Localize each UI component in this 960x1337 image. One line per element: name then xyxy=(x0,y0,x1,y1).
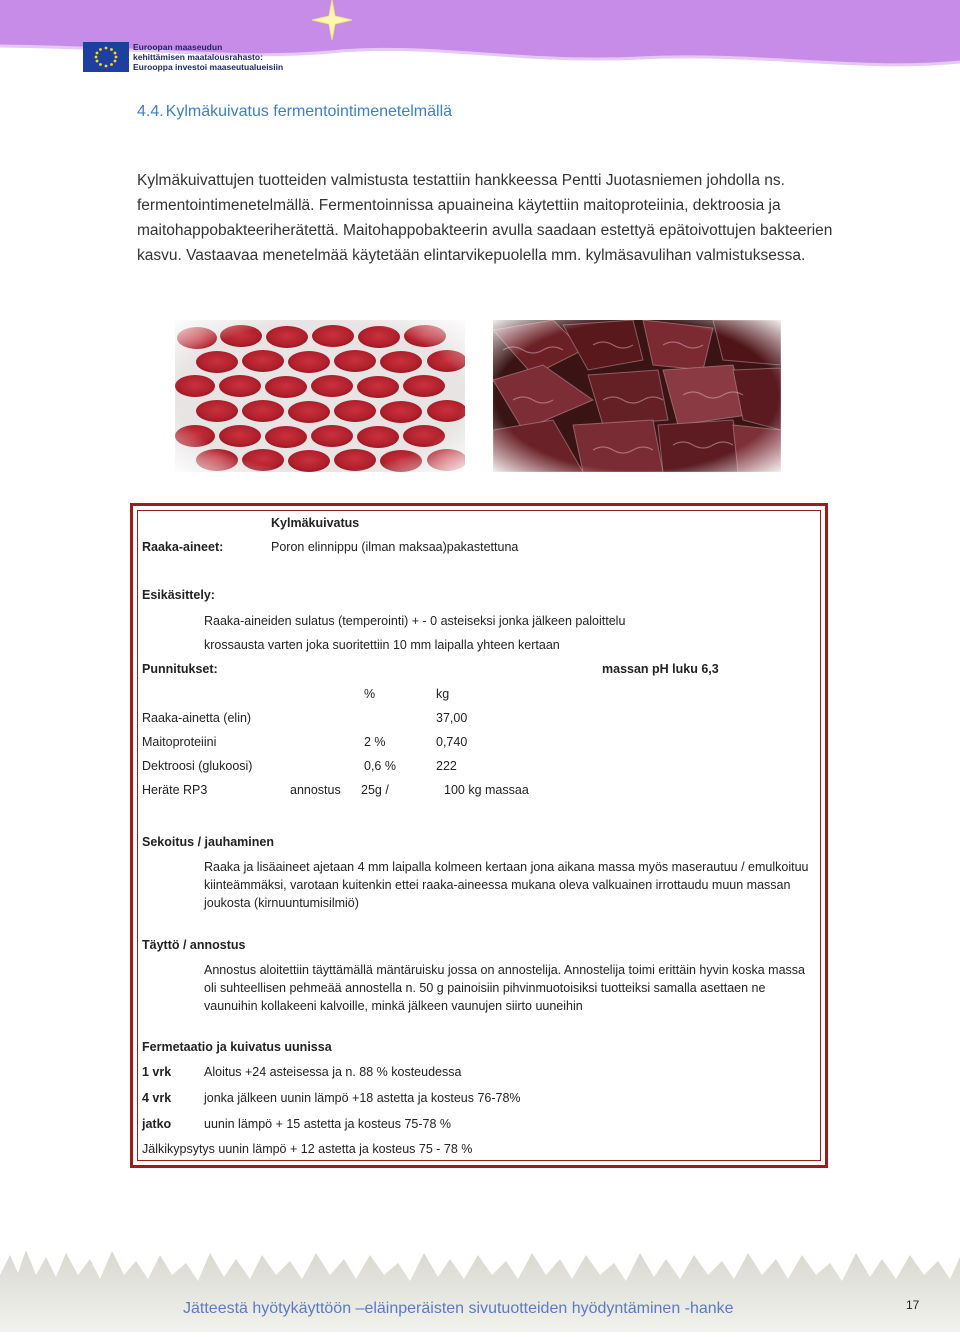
intro-paragraph: Kylmäkuivattujen tuotteiden valmistusta testattiin hankkeessa Pentti Juotasniemen johdolla ns. fermentointimenetelmällä. Fermentoinnissa apuaineina käytettiin maitoproteiinia, dektroosia ja maitohappobakteeriherätettä. Maitohappobakteerin avulla saadaan estettyä epätoivottujen bakteerien kasvu. Vastaavaa menetelmää käytetään elintarvikepuolella mm. kylmäsavulihan valmistuksessa. xyxy=(137,172,833,264)
ingredient-name: Dektroosi (glukoosi) xyxy=(142,759,253,773)
starter-amount: 25g / xyxy=(361,783,389,797)
pretreatment-line-1: Raaka-aineiden sulatus (temperointi) + - 0 asteiseksi jonka jälkeen paloittelu xyxy=(204,614,626,628)
starter-per-mass: 100 kg massaa xyxy=(444,783,529,797)
ingredient-percent: 2 % xyxy=(364,735,386,749)
recipe-title: Kylmäkuivatus xyxy=(271,516,360,530)
photo-dried-chips xyxy=(493,320,781,472)
ingredient-kg: 222 xyxy=(436,759,457,773)
footer-project-title: Jätteestä hyötykäyttöön –eläinperäisten sivutuotteiden hyödyntäminen -hanke xyxy=(183,1300,734,1317)
ingredient-kg: 0,740 xyxy=(436,735,468,749)
post-maturation-line: Jälkikypsytys uunin lämpö + 12 astetta ja kosteus 75 - 78 % xyxy=(142,1142,473,1156)
section-number: 4.4. xyxy=(137,103,164,120)
section-title: Kylmäkuivatus fermentointimenetelmällä xyxy=(165,103,453,120)
step-day: 4 vrk xyxy=(142,1091,172,1105)
column-kg-header: kg xyxy=(436,687,450,701)
mixing-text: Raaka ja lisäaineet ajetaan 4 mm laipalla kolmeen kertaan jona aikana massa myös maserautuu / emulkoituu kiinteämmäksi, varotaan kuitenkin ettei raaka-aineessa mukana oleva valkuainen irrottaudu muun massan joukosta (kirnuuntumisilmiö) xyxy=(204,860,809,910)
step-text: Aloitus +24 asteisessa ja n. 88 % kosteudessa xyxy=(204,1065,462,1079)
starter-name: Heräte RP3 xyxy=(142,783,208,797)
eu-flag-icon xyxy=(83,42,129,72)
star-sparkle-icon xyxy=(312,0,352,40)
footer-decoration xyxy=(0,1245,960,1332)
ingredient-percent: 0,6 % xyxy=(364,759,396,773)
ingredient-name: Maitoproteiini xyxy=(142,735,217,749)
eu-text-line-2: kehittämisen maatalousrahasto: xyxy=(133,52,263,62)
section-heading xyxy=(137,103,454,121)
pretreatment-line-2: krossausta varten joka suoritettiin 10 mm laipalla yhteen kertaan xyxy=(204,638,560,652)
recipe-box xyxy=(130,503,828,1168)
column-percent-header: % xyxy=(364,687,376,701)
page-number: 17 xyxy=(906,1298,920,1312)
eu-fund-text xyxy=(133,42,283,72)
photo-raw-patties xyxy=(175,320,465,472)
step-day: jatko xyxy=(142,1117,172,1131)
eu-text-line-3: Eurooppa investoi maaseutualueisiin xyxy=(133,62,284,72)
eu-text-line-1: Euroopan maaseudun xyxy=(133,42,223,52)
step-text: jonka jälkeen uunin lämpö +18 astetta ja kosteus 76-78% xyxy=(204,1091,521,1105)
step-text: uunin lämpö + 15 astetta ja kosteus 75-78 % xyxy=(204,1117,452,1131)
fermentation-label: Fermetaatio ja kuivatus uunissa xyxy=(142,1040,332,1054)
ingredient-name: Raaka-ainetta (elin) xyxy=(142,711,252,725)
filling-text: Annostus aloitettiin täyttämällä mäntäruisku jossa on annostelija. Annostelija toimi erittäin hyvin koska massa oli suhteellisen pehmeää annostella n. 50 g painoisiin pihvinmuotoisiksi tuotteiksi samalla asettaen ne vaunuihin kollakeeni kalvoille, minkä jälkeen vaunujen siirto uuneihin xyxy=(204,963,806,1013)
raw-materials-value: Poron elinnippu (ilman maksaa)pakastettuna xyxy=(271,540,519,554)
pretreatment-label: Esikäsittely: xyxy=(142,588,215,602)
weighing-label: Punnitukset: xyxy=(142,662,218,676)
raw-materials-label: Raaka-aineet: xyxy=(142,540,224,554)
filling-label: Täyttö / annostus xyxy=(142,938,246,952)
mixing-label: Sekoitus / jauhaminen xyxy=(142,835,274,849)
header-banner xyxy=(0,0,960,80)
ph-note: massan pH luku 6,3 xyxy=(602,662,719,676)
ingredient-kg: 37,00 xyxy=(436,711,468,725)
starter-dosage-label: annostus xyxy=(290,783,341,797)
step-day: 1 vrk xyxy=(142,1065,172,1079)
